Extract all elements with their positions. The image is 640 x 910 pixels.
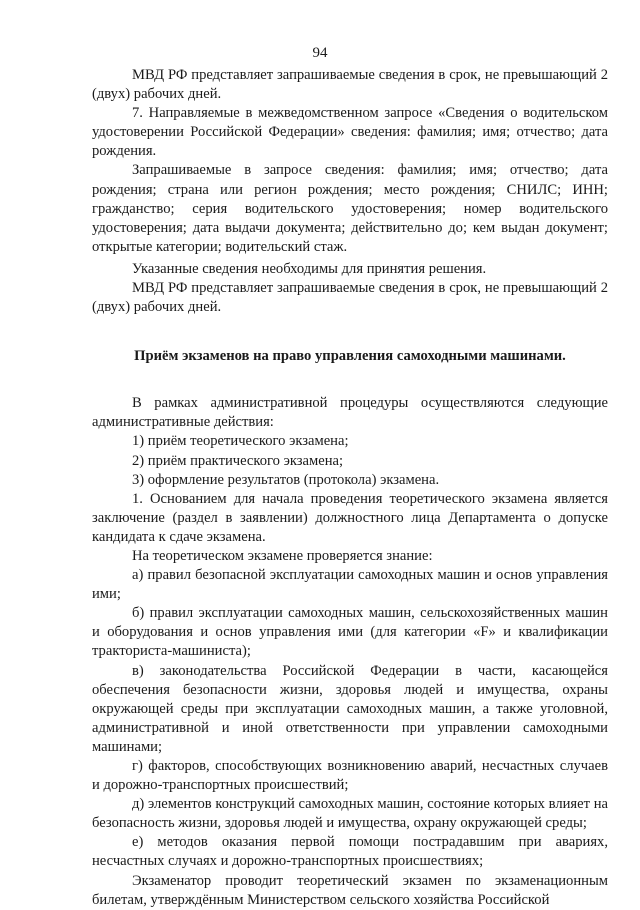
list-item: д) элементов конструкций самоходных машин, состояние которых влияет на безопасность жизни, здоровья людей и имущества, охрану окружающей среды; <box>92 796 608 832</box>
paragraph: МВД РФ представляет запрашиваемые сведения в срок, не превышающий 2 (двух) рабочих дней. <box>92 67 608 103</box>
paragraph: 7. Направляемые в межведомственном запросе «Сведения о водительском удостоверении Российской Федерации» сведения: фамилия; имя; отчество; дата рождения. <box>92 105 608 160</box>
list-item: 3) оформление результатов (протокола) экзамена. <box>132 471 440 488</box>
document-body <box>92 66 608 910</box>
list-item: б) правил эксплуатации самоходных машин, сельскохозяйственных машин и оборудования и основ управления ими (для категории «F» и квалификации тракториста-машиниста); <box>92 605 608 660</box>
paragraph: На теоретическом экзамене проверяется знание: <box>132 547 433 564</box>
list-item: г) факторов, способствующих возникновению аварий, несчастных случаев и дорожно-транспортных происшествий; <box>92 758 608 794</box>
list-item: а) правил безопасной эксплуатации самоходных машин и основ управления ими; <box>92 567 608 603</box>
list-item: е) методов оказания первой помощи пострадавшим при авариях, несчастных случаях и дорожно-транспортных происшествиях; <box>92 834 608 870</box>
paragraph: МВД РФ представляет запрашиваемые сведения в срок, не превышающий 2 (двух) рабочих дней. <box>92 280 608 316</box>
paragraph: Указанные сведения необходимы для принятия решения. <box>132 260 487 277</box>
list-item: в) законодательства Российской Федерации в части, касающейся обеспечения безопасности жизни, здоровья людей и имущества, охраны окружающей среды при эксплуатации самоходных машин, а также уголовной, административной и иной ответственности при управлении самоходными машинами; <box>92 662 608 755</box>
paragraph: 1. Основанием для начала проведения теоретического экзамена является заключение (раздел в заявлении) должностного лица Департамента о допуске кандидата к сдаче экзамена. <box>92 490 608 545</box>
paragraph: Экзаменатор проводит теоретический экзамен по экзаменационным билетам, утверждённым Министерством сельского хозяйства Российской <box>92 872 608 908</box>
page-number: 94 <box>312 45 328 61</box>
list-item: 1) приём теоретического экзамена; <box>132 433 349 450</box>
paragraph: Запрашиваемые в запросе сведения: фамилия; имя; отчество; дата рождения; страна или регион рождения; место рождения; СНИЛС; ИНН; гражданство; серия водительского удостоверения; номер водительского удостоверения; дата выдачи документа; действительно до; кем выдан документ; открытые категории; водительский стаж. <box>92 162 608 255</box>
paragraph: В рамках административной процедуры осуществляются следующие административные действия: <box>92 395 608 431</box>
section-heading: Приём экзаменов на право управления самоходными машинами. <box>134 348 566 365</box>
list-item: 2) приём практического экзамена; <box>132 452 344 469</box>
